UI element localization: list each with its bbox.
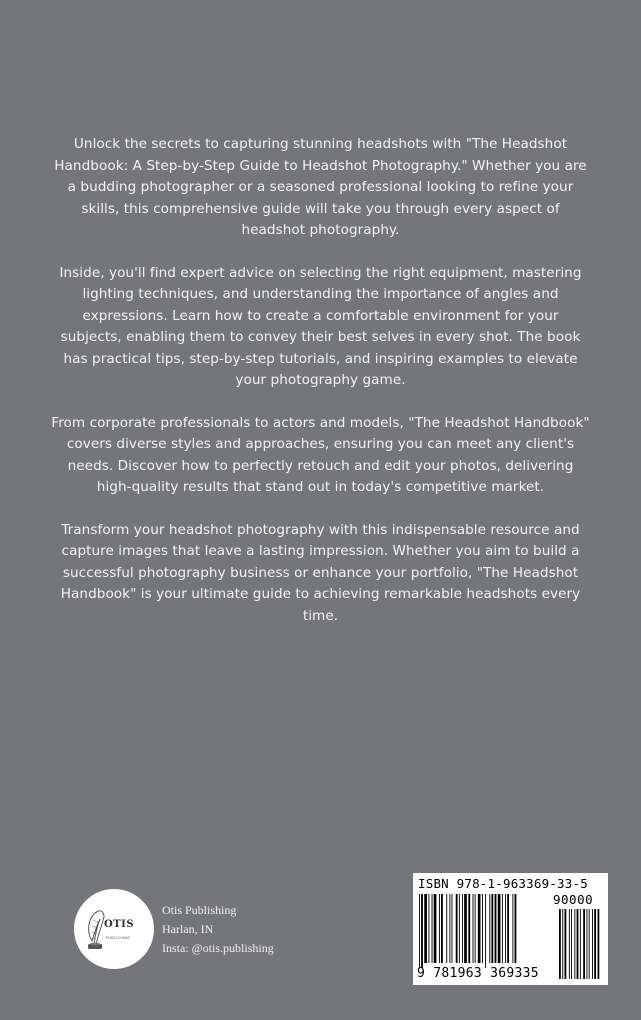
isbn-label: ISBN 978-1-963369-33-5 bbox=[418, 876, 588, 891]
ean-digits: 9 781963 369335 bbox=[417, 966, 539, 981]
publisher-logo bbox=[74, 889, 154, 969]
logo-subtitle: PUBLISHING bbox=[106, 936, 131, 940]
logo-wordmark: OTIS bbox=[104, 919, 135, 930]
publisher-info bbox=[162, 901, 274, 958]
publisher-location: Harlan, IN bbox=[162, 921, 214, 936]
publisher-instagram: Insta: @otis.publishing bbox=[162, 940, 274, 955]
back-cover-blurb bbox=[50, 134, 591, 648]
isbn-barcode bbox=[413, 873, 608, 985]
blurb-paragraph-3: From corporate professionals to actors and models, "The Headshot Handbook" covers diverse styles and approaches, ensuring you can meet any client's needs. Discover how to perfectly retouch and edit your photos, delivering high-quality results that stand out in today's competitive market. bbox=[51, 414, 590, 495]
blurb-paragraph-2: Inside, you'll find expert advice on selecting the right equipment, mastering lighting techniques, and understanding the importance of angles and expressions. Learn how to create a comfortable environment for your subjects, enabling them to convey their best selves in every shot. The book has practical tips, step-by-step tutorials, and inspiring examples to elevate your photography game. bbox=[59, 264, 582, 388]
publisher-block bbox=[74, 889, 274, 969]
price-addon-code: 90000 bbox=[553, 892, 594, 907]
publisher-name: Otis Publishing bbox=[162, 902, 237, 917]
blurb-paragraph-1: Unlock the secrets to capturing stunning headshots with "The Headshot Handbook: A Step-by-Step Guide to Headshot Photography." Whether you are a budding photographer or a seasoned professional looking to refine your skills, this comprehensive guide will take you through every aspect of headshot photography. bbox=[54, 136, 587, 238]
blurb-paragraph-4: Transform your headshot photography with this indispensable resource and capture images that leave a lasting impression. Whether you aim to build a successful photography business or enhance your portfolio, "The Headshot Handbook" is your ultimate guide to achieving remarkable headshots every time. bbox=[60, 521, 581, 624]
